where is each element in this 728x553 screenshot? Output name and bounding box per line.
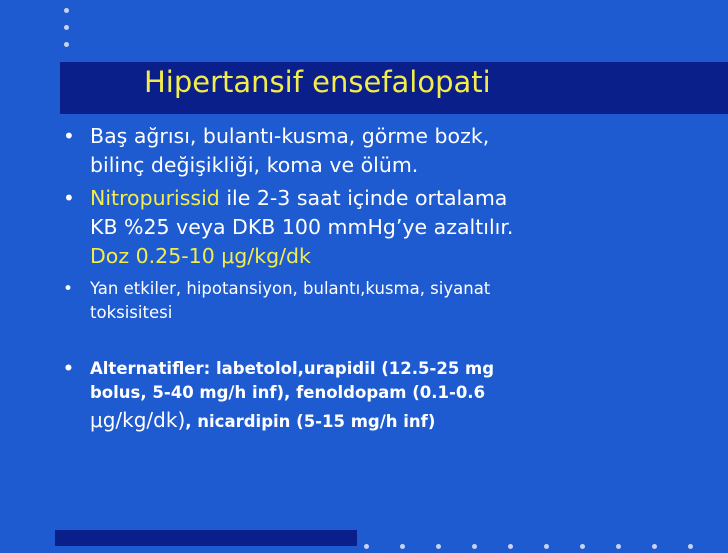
- decorative-dots-top: [64, 8, 70, 59]
- bullet-text-rest: ile 2-3 saat içinde ortalama: [219, 186, 508, 210]
- bullet-text-line: KB %25 veya DKB 100 mmHg’ye azaltılır.: [90, 215, 514, 239]
- bullet-marker: •: [63, 186, 75, 210]
- bullet-symptoms: [63, 122, 723, 180]
- decorative-dots-bottom: [364, 534, 724, 540]
- bullet-text-line: [90, 184, 723, 213]
- bullet-alternatives: [63, 357, 723, 437]
- bullet-text-line: Alternatifler: labetolol,urapidil (12.5-25 mg: [90, 359, 495, 378]
- slide-title: Hipertansif ensefalopati: [144, 65, 491, 99]
- bullet-text-line: Baş ağrısı, bulantı-kusma, görme bozk,: [90, 124, 490, 148]
- bullet-text-line: bolus, 5-40 mg/h inf), fenoldopam (0.1-0.6: [90, 383, 486, 402]
- bullet-text-rest: , nicardipin (5-15 mg/h inf): [185, 412, 436, 431]
- unit-text: μg/kg/dk): [90, 408, 186, 432]
- bullet-text-line: [90, 405, 723, 437]
- bullet-nitroprusside: [63, 184, 723, 271]
- bullet-marker: •: [63, 279, 74, 299]
- bullet-text-line: bilinç değişikliği, koma ve ölüm.: [90, 153, 419, 177]
- slide-content: [63, 122, 723, 437]
- bottom-band: [55, 530, 357, 546]
- bullet-marker: •: [63, 124, 75, 148]
- bullet-side-effects: [63, 277, 723, 325]
- bullet-text-line: Yan etkiler, hipotansiyon, bulantı,kusma, siyanat: [90, 279, 491, 298]
- bullet-marker: •: [63, 359, 74, 379]
- drug-name-highlight: Nitropurissid: [90, 186, 220, 210]
- bullet-text-line: toksisitesi: [90, 303, 173, 322]
- dose-text: Doz 0.25-10 μg/kg/dk: [90, 244, 311, 268]
